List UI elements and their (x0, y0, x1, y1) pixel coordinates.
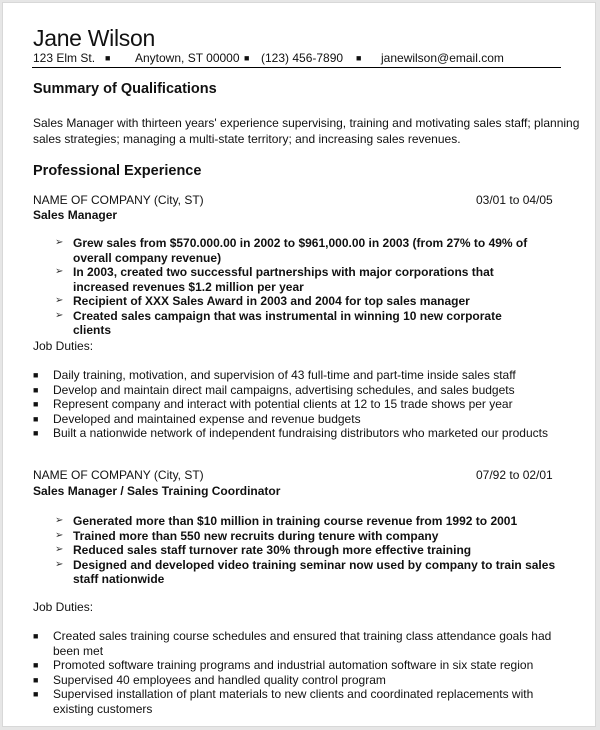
square-bullet-icon: ■ (33, 384, 39, 395)
duty-item: ■ Daily training, motivation, and supervision of 43 full-time and part-time inside sales staff (33, 368, 516, 382)
arrow-bullet-icon: ➢ (55, 515, 64, 526)
job-2-company: NAME OF COMPANY (City, ST) (33, 468, 204, 482)
achievement-item: ➢ Created sales campaign that was instrumental in winning 10 new corporate clients (55, 308, 502, 337)
header-divider (32, 67, 561, 68)
arrow-bullet-icon: ➢ (55, 237, 64, 248)
job-1-dates: 03/01 to 04/05 (476, 193, 553, 207)
job-1-role: Sales Manager (33, 208, 118, 222)
square-bullet-icon: ■ (33, 428, 39, 438)
arrow-bullet-icon: ➢ (55, 529, 64, 541)
square-bullet-icon: ■ (33, 399, 39, 409)
duty-item: ■ Promoted software training programs and industrial automation software in six state region (33, 658, 534, 672)
contact-email[interactable]: janewilson@email.com (381, 51, 504, 65)
job-1-achievements (55, 236, 533, 338)
separator-icon: ■ (105, 53, 111, 63)
experience-heading: Professional Experience (33, 163, 202, 179)
job-1-company: NAME OF COMPANY (City, ST) (33, 193, 204, 207)
arrow-bullet-icon: ➢ (55, 309, 64, 321)
duty-item: ■ Supervised 40 employees and handled quality control program (33, 672, 386, 687)
arrow-bullet-icon: ➢ (55, 295, 64, 306)
achievement-item: ➢ Designed and developed video training seminar now used by company to train sales staff nationwide (55, 557, 556, 586)
job-2-duties (33, 629, 555, 716)
duty-item: ■ Built a nationwide network of independent fundraising distributors who marketed our products (33, 426, 548, 440)
job-1-duties (33, 368, 563, 441)
duty-item: ■ Created sales training course schedules and ensured that training class attendance goals had been met (33, 629, 552, 658)
square-bullet-icon: ■ (33, 370, 39, 380)
contact-line (33, 51, 504, 65)
job-2-dates: 07/92 to 02/01 (476, 468, 553, 482)
achievement-item: ➢ In 2003, created two successful partnerships with major corporations that increased revenues $1.2 million per year (55, 265, 494, 294)
separator-icon: ■ (244, 53, 250, 63)
duty-item: ■ Developed and maintained expense and revenue budgets (33, 411, 361, 426)
job-2-duties-label: Job Duties: (33, 600, 94, 614)
duty-item: ■ Represent company and interact with potential clients at 12 to 15 trade shows per year (33, 397, 513, 411)
achievement-item: ➢ Reduced sales staff turnover rate 30% through more effective training (55, 543, 472, 557)
resume-page (2, 2, 596, 727)
duty-item: ■ Supervised installation of plant materials to new clients and coordinated replacements with existing customers (33, 687, 534, 716)
job-2-role: Sales Manager / Sales Training Coordinator (33, 484, 281, 498)
achievement-item: ➢ Grew sales from $570.000.00 in 2002 to $961,000.00 in 2003 (from 27% to 49% of overall company revenue) (55, 236, 528, 265)
contact-phone: (123) 456-7890 (261, 51, 344, 65)
arrow-bullet-icon: ➢ (55, 558, 64, 570)
square-bullet-icon: ■ (33, 413, 39, 424)
contact-city: Anytown, ST 00000 (135, 51, 240, 65)
achievement-item: ➢ Recipient of XXX Sales Award in 2003 and 2004 for top sales manager (55, 294, 470, 308)
separator-icon: ■ (356, 53, 362, 63)
achievement-item: ➢ Trained more than 550 new recruits during tenure with company (55, 528, 439, 543)
square-bullet-icon: ■ (33, 660, 39, 670)
arrow-bullet-icon: ➢ (55, 544, 64, 555)
duty-item: ■ Develop and maintain direct mail campaigns, advertising schedules, and sales budgets (33, 382, 515, 397)
achievement-item: ➢ Generated more than $10 million in training course revenue from 1992 to 2001 (55, 514, 518, 528)
summary-text (33, 115, 579, 147)
contact-address: 123 Elm St. (33, 51, 96, 65)
job-2-achievements (55, 514, 563, 587)
candidate-name: Jane Wilson (33, 25, 155, 51)
summary-line: sales strategies; managing a multi-state territory; and increasing sales revenues. (33, 132, 461, 146)
summary-line: Sales Manager with thirteen years' experience supervising, training and motivating sales staff; planning (33, 116, 580, 130)
job-1-duties-label: Job Duties: (33, 339, 94, 353)
square-bullet-icon: ■ (33, 689, 39, 699)
summary-heading: Summary of Qualifications (33, 81, 217, 97)
square-bullet-icon: ■ (33, 674, 39, 685)
arrow-bullet-icon: ➢ (55, 266, 64, 277)
square-bullet-icon: ■ (33, 631, 39, 641)
